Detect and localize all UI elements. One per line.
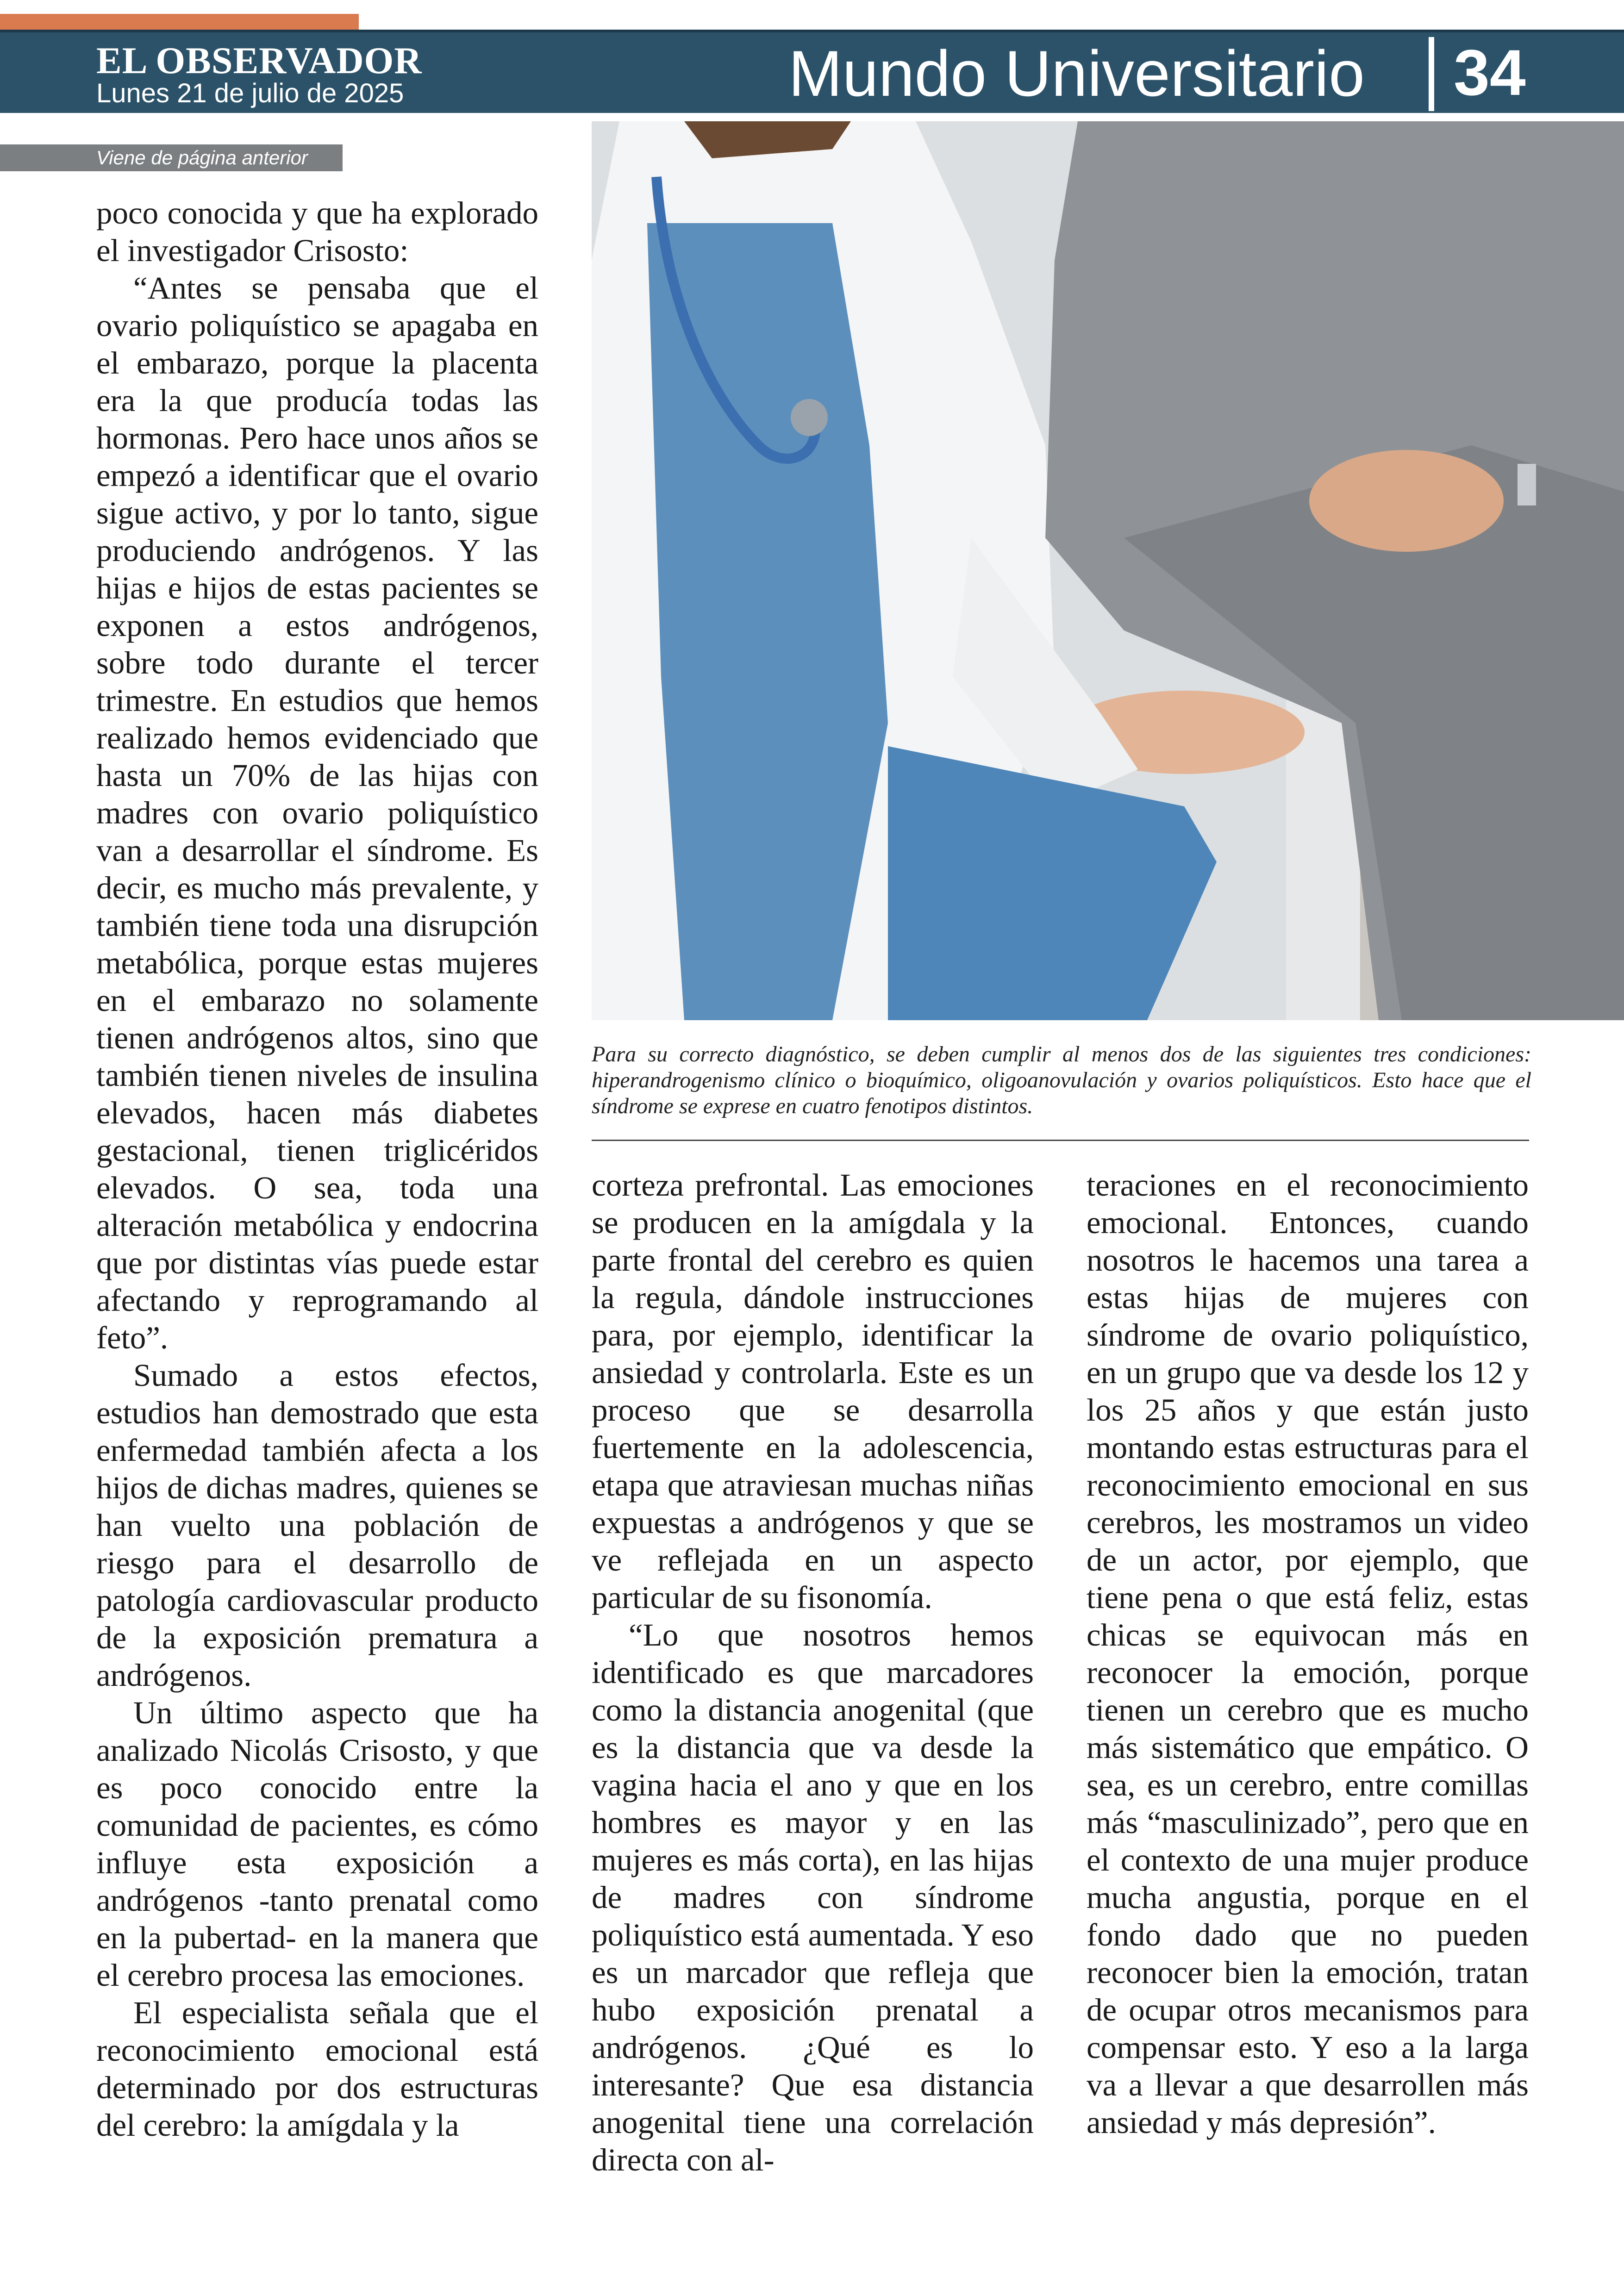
caption-divider	[592, 1140, 1529, 1141]
article-column-1	[96, 194, 538, 2144]
paragraph: El especialista señala que el reconocimiento emocional está determinado por dos estructuras del cerebro: la amígdala y la	[96, 1995, 538, 2143]
paragraph: teraciones en el reconocimiento emocional. Entonces, cuando nosotros le hacemos una tarea a estas hijas de mujeres con síndrome de ovario poliquístico, en un grupo que va desde los 12 y los 25 años y que están justo montando estas estructuras para el reconocimiento emocional en sus cerebros, les mostramos un video de un actor, por ejemplo, que tiene pena o que está feliz, estas chicas se equivocan más en reconocer la emoción, porque tienen un cerebro que es mucho más sistemático que empático. O sea, es un cerebro, entre comillas más “masculinizado”, pero que en el contexto de una mujer produce mucha angustia, porque en el fondo dado que no pueden reconocer bien la emoción, tratan de ocupar otros mecanismos para compensar esto. Y eso a la larga va a llevar a que desarrollen más ansiedad y más depresión”.	[1087, 1167, 1529, 2140]
page-number: 34	[1454, 36, 1526, 109]
paragraph: Sumado a estos efectos, estudios han demostrado que esta enfermedad también afecta a los hijos de dichas madres, quienes se han vuelto una población de riesgo para el desarrollo de patología cardiovascular producto de la exposición prematura a andrógenos.	[96, 1358, 538, 1693]
article-column-3	[1087, 1166, 1529, 2141]
header-bar	[0, 30, 1624, 113]
publication-date: Lunes 21 de julio de 2025	[96, 78, 404, 108]
page-number-divider	[1429, 37, 1434, 111]
paragraph: Un último aspecto que ha analizado Nicolás Crisosto, y que es poco conocido entre la comunidad de pacientes, es cómo influye esta exposición a andrógenos -tanto prenatal como en la pubertad- en la manera que el cerebro procesa las emociones.	[96, 1695, 538, 1993]
photo-caption: Para su correcto diagnóstico, se deben cumplir al menos dos de las siguientes tres condiciones: hiperandrogenismo clínico o bioquímico, oligoanovulación y ovarios poliquísticos. Esto hace que el síndrome se exprese en cuatro fenotipos distintos.	[592, 1042, 1531, 1118]
paragraph: “Antes se pensaba que el ovario poliquístico se apagaba en el embarazo, porque la placenta era la que producía todas las hormonas. Pero hace unos años se empezó a identificar que el ovario sigue activo, y por lo tanto, sigue produciendo andrógenos. Y las hijas e hijos de estas pacientes se exponen a estos andrógenos, sobre todo durante el tercer trimestre. En estudios que hemos realizado hemos evidenciado que hasta un 70% de las hijas con madres con ovario poliquístico van a desarrollar el síndrome. Es decir, es mucho más prevalente, y también tiene toda una disrupción metabólica, porque estas mujeres en el embarazo no solamente tienen andrógenos altos, sino que también tienen niveles de insulina elevados, hacen más diabetes gestacional, tienen triglicéridos elevados. O sea, toda una alteración metabólica y endocrina que por distintas vías puede estar afectando y reprogramando al feto”.	[96, 270, 538, 1355]
header-accent-strip	[0, 14, 359, 30]
paragraph: corteza prefrontal. Las emociones se producen en la amígdala y la parte frontal del cerebro es quien la regula, dándole instrucciones para, por ejemplo, identificar la ansiedad y controlarla. Este es un proceso que se desarrolla fuertemente en la adolescencia, etapa que atraviesan muchas niñas expuestas a andrógenos y que se ve reflejada en un aspecto particular de su fisonomía.	[592, 1167, 1034, 1615]
paragraph: “Lo que nosotros hemos identificado es que marcadores como la distancia anogenital (que es la distancia que va desde la vagina hacia el ano y que en los hombres es mayor y en las mujeres es más corta), en las hijas de madres con síndrome poliquístico está aumentada. Y eso es un marcador que refleja que hubo exposición prenatal a andrógenos. ¿Qué es lo interesante? Que esa distancia anogenital tiene una correlación directa con al-	[592, 1617, 1034, 2177]
section-title: Mundo Universitario	[788, 37, 1365, 110]
article-photo	[592, 121, 1624, 1020]
publication-name: EL OBSERVADOR	[96, 39, 422, 81]
article-column-2	[592, 1166, 1034, 2179]
paragraph: poco conocida y que ha explorado el investigador Crisosto:	[96, 195, 538, 268]
continued-tag: Viene de página anterior	[0, 144, 343, 171]
